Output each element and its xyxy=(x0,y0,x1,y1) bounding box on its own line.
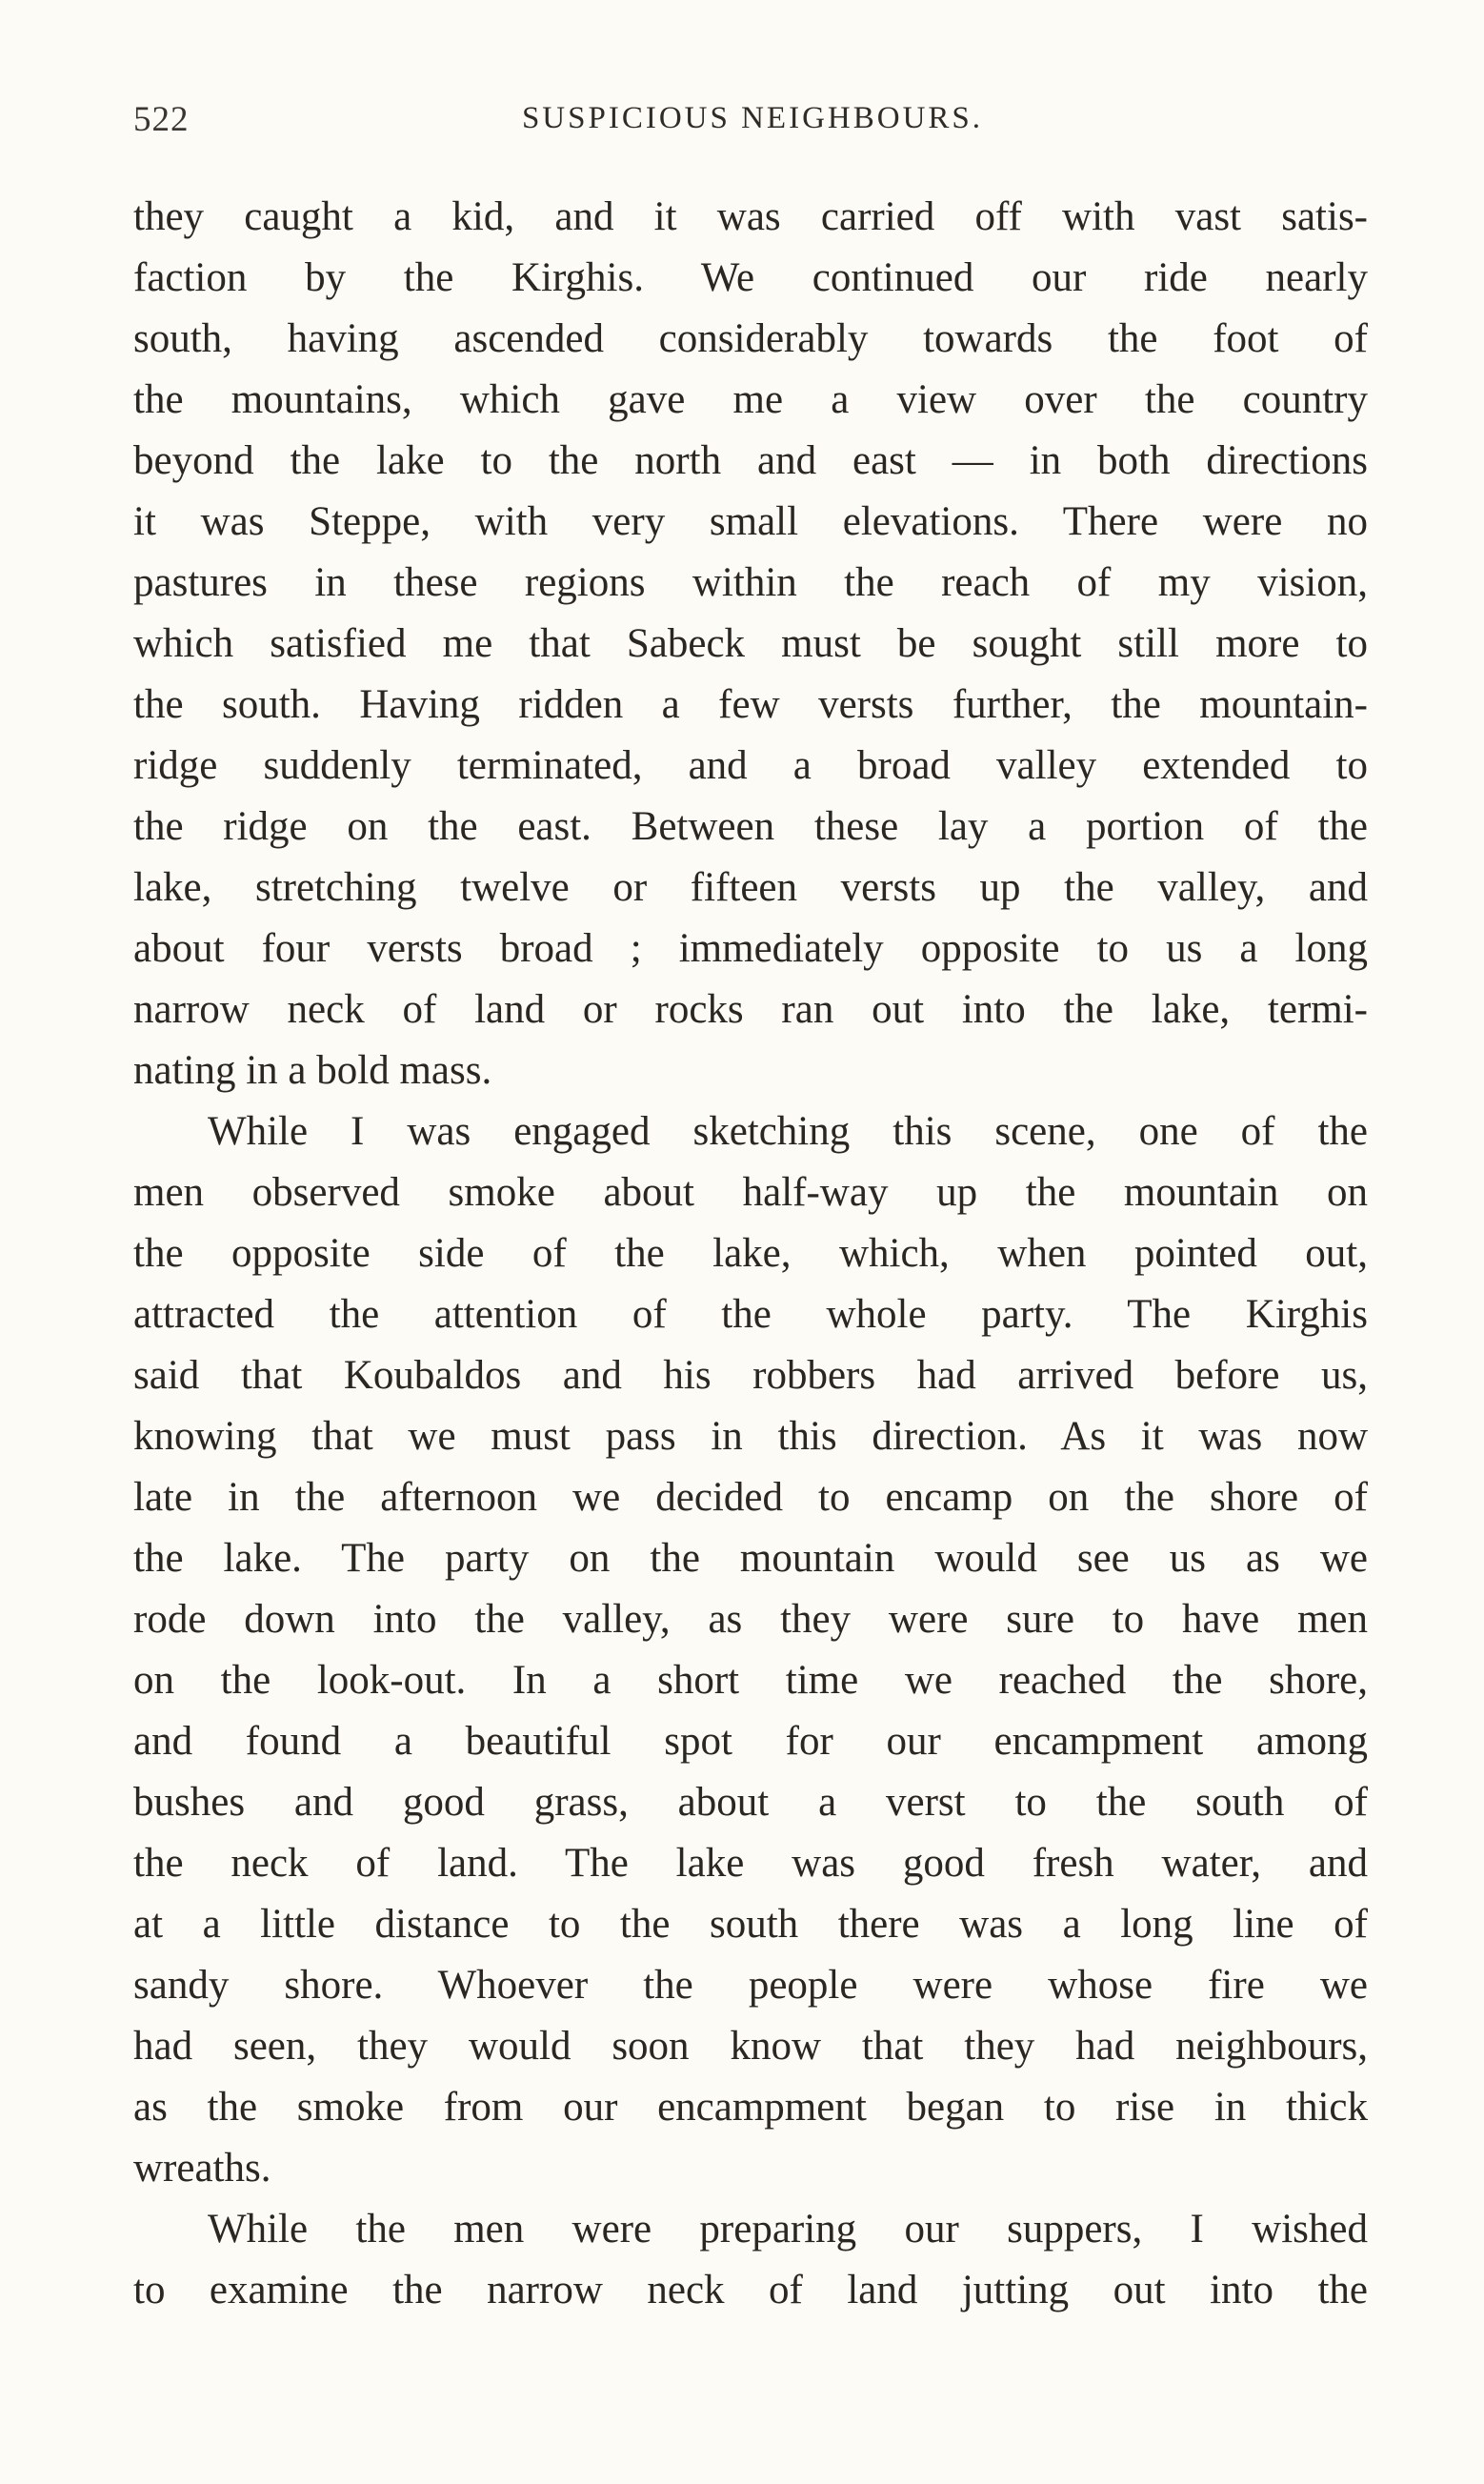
text-line: said that Koubaldos and his robbers had arrived before us, xyxy=(133,1353,1368,1398)
text-line: which satisfied me that Sabeck must be sought still more to xyxy=(133,621,1368,666)
text-line: south, having ascended considerably towards the foot of xyxy=(133,316,1368,361)
text-line: the lake. The party on the mountain would see us as we xyxy=(133,1536,1368,1581)
running-title: SUSPICIOUS NEIGHBOURS. xyxy=(521,101,984,135)
text-line: wreaths. xyxy=(133,2146,271,2191)
text-line: it was Steppe, with very small elevations. There were no xyxy=(133,499,1368,544)
text-line: men observed smoke about half-way up the mountain on xyxy=(133,1170,1368,1215)
paragraph-3 xyxy=(133,2199,1368,2321)
text-line: the south. Having ridden a few versts further, the mountain- xyxy=(133,682,1368,727)
text-line: the neck of land. The lake was good fresh water, and xyxy=(133,1841,1368,1886)
text-line: pastures in these regions within the reach of my vision, xyxy=(133,560,1368,605)
text-line: sandy shore. Whoever the people were whose fire we xyxy=(133,1963,1368,2008)
text-line: to examine the narrow neck of land jutting out into the xyxy=(133,2268,1368,2312)
text-line: While I was engaged sketching this scene, one of the xyxy=(208,1109,1368,1154)
text-line: narrow neck of land or rocks ran out into the lake, termi- xyxy=(133,987,1368,1032)
text-line: attracted the attention of the whole party. The Kirghis xyxy=(133,1292,1368,1337)
text-line: rode down into the valley, as they were sure to have men xyxy=(133,1597,1368,1642)
text-line: nating in a bold mass. xyxy=(133,1048,492,1093)
text-line: they caught a kid, and it was carried off with vast satis- xyxy=(133,194,1368,239)
text-line: bushes and good grass, about a verst to the south of xyxy=(133,1780,1368,1825)
text-line: beyond the lake to the north and east — in both directions xyxy=(133,438,1368,483)
text-line: ridge suddenly terminated, and a broad valley extended to xyxy=(133,743,1368,788)
text-line: had seen, they would soon know that they had neighbours, xyxy=(133,2024,1368,2069)
text-line: as the smoke from our encampment began to rise in thick xyxy=(133,2085,1368,2130)
text-line: While the men were preparing our suppers, I wished xyxy=(208,2207,1368,2252)
text-line: the mountains, which gave me a view over the country xyxy=(133,377,1368,422)
running-head xyxy=(133,99,1372,156)
text-line: and found a beautiful spot for our encampment among xyxy=(133,1719,1368,1764)
page-number: 522 xyxy=(133,100,190,139)
text-line: late in the afternoon we decided to encamp on the shore of xyxy=(133,1475,1368,1520)
text-line: on the look-out. In a short time we reached the shore, xyxy=(133,1658,1368,1703)
paragraph-2 xyxy=(133,1101,1368,2199)
text-line: knowing that we must pass in this direction. As it was now xyxy=(133,1414,1368,1459)
text-line: lake, stretching twelve or fifteen versts up the valley, and xyxy=(133,865,1368,910)
text-line: the ridge on the east. Between these lay a portion of the xyxy=(133,804,1368,849)
text-line: about four versts broad ; immediately opposite to us a long xyxy=(133,926,1368,971)
text-line: the opposite side of the lake, which, when pointed out, xyxy=(133,1231,1368,1276)
text-line: faction by the Kirghis. We continued our ride nearly xyxy=(133,255,1368,300)
body-text xyxy=(133,187,1368,2321)
paragraph-1 xyxy=(133,187,1368,1101)
text-line: at a little distance to the south there was a long line of xyxy=(133,1902,1368,1947)
